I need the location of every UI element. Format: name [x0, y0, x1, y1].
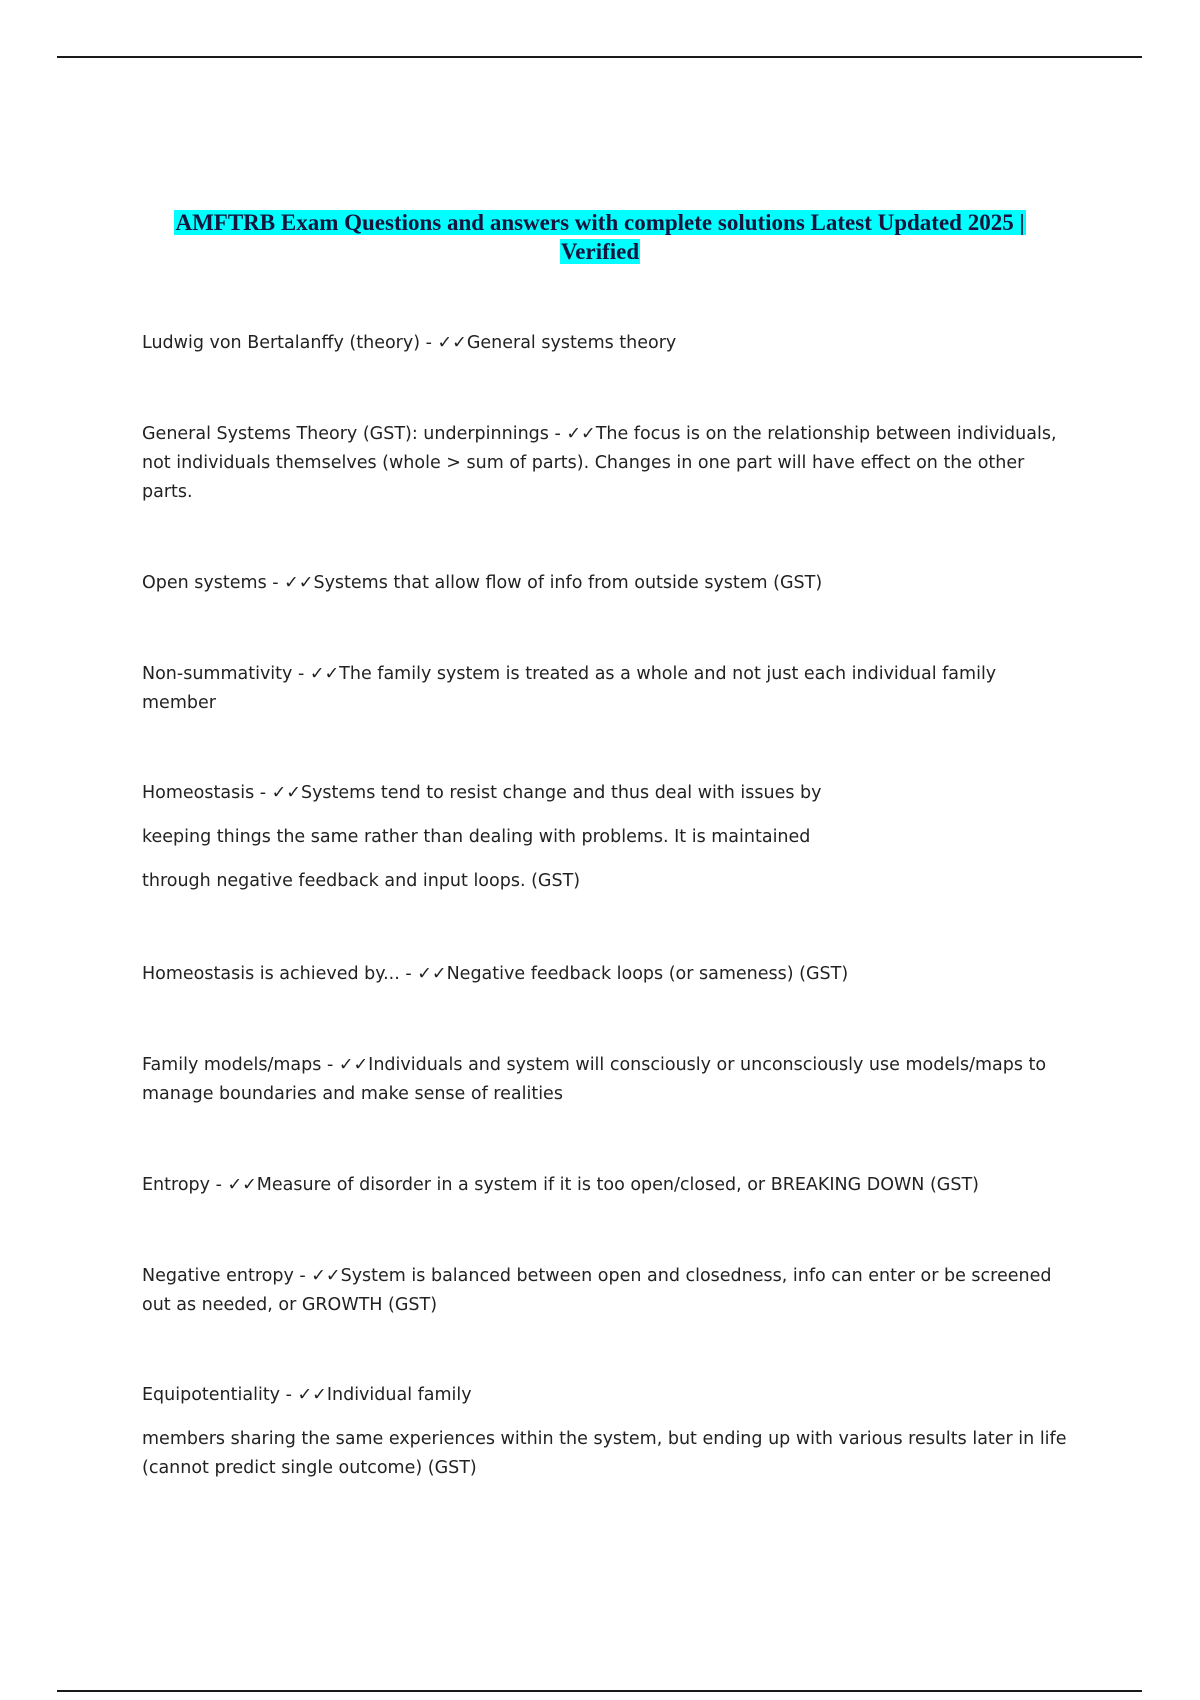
double-check-icon: ✓✓ [227, 1175, 257, 1195]
entry-separator: - [420, 333, 438, 353]
entry-continuation: through negative feedback and input loops. (GST) [142, 871, 581, 891]
entry-answer: System is balanced between open and closedness, info can enter or be screened out as needed, or GROWTH (GST) [142, 1266, 1052, 1315]
bottom-rule [57, 1690, 1142, 1692]
entry-answer: Measure of disorder in a system if it is too open/closed, or BREAKING DOWN (GST) [256, 1175, 979, 1195]
entry-answer: Individual family [326, 1385, 472, 1405]
title-line-1: AMFTRB Exam Questions and answers with complete solutions Latest Updated 2025 | [175, 210, 1025, 235]
entry-separator: - [548, 424, 567, 444]
entry-continuation: members sharing the same experiences within the system, but ending up with various results later in life (cannot predict single outcome) (GST) [142, 1429, 1067, 1478]
qa-entry [142, 1051, 1072, 1109]
title-line-2: Verified [560, 239, 640, 264]
entry-separator: - [254, 783, 272, 803]
entry-separator: - [321, 1055, 339, 1075]
entry-term: Negative entropy [142, 1266, 294, 1286]
qa-entry [142, 1381, 1072, 1483]
double-check-icon: ✓✓ [338, 1055, 369, 1075]
double-check-icon: ✓✓ [297, 1385, 327, 1405]
entry-separator: - [280, 1385, 298, 1405]
entry-term: Homeostasis [142, 783, 255, 803]
entry-separator: - [292, 664, 310, 684]
entry-answer: General systems theory [466, 333, 677, 353]
entry-answer: Systems tend to resist change and thus deal with issues by [300, 783, 822, 803]
entry-term: Ludwig von Bertalanffy (theory) [142, 333, 421, 353]
entry-term: Non-summativity [142, 664, 293, 684]
entry-term: General Systems Theory (GST): underpinnings [142, 424, 549, 444]
qa-entry [142, 1262, 1072, 1320]
entry-answer: The family system is treated as a whole and not just each individual family member [142, 664, 997, 713]
qa-entry [142, 420, 1072, 507]
qa-entry [142, 779, 1072, 896]
double-check-icon: ✓✓ [311, 1266, 341, 1286]
qa-entry [142, 329, 1072, 358]
entry-separator: - [399, 964, 418, 984]
entry-term: Open systems [142, 573, 267, 593]
entry-answer: The focus is on the relationship between individuals, not individuals themselves (whole > sum of parts). Changes in one part will have effect on the other parts. [142, 424, 1057, 502]
entry-term: Homeostasis is achieved by... [142, 964, 400, 984]
entry-answer: Individuals and system will consciously or unconsciously use models/maps to manage boundaries and make sense of realities [142, 1055, 1047, 1104]
entry-separator: - [266, 573, 285, 593]
entry-continuation: keeping things the same rather than dealing with problems. It is maintained [142, 827, 811, 847]
qa-entry [142, 960, 1072, 989]
entry-term: Equipotentiality [142, 1385, 281, 1405]
qa-entry [142, 660, 1072, 718]
qa-entry [142, 569, 1072, 598]
double-check-icon: ✓✓ [284, 573, 314, 593]
top-rule [57, 56, 1142, 58]
entry-answer: Negative feedback loops (or sameness) (GST) [446, 964, 849, 984]
entry-separator: - [210, 1175, 228, 1195]
double-check-icon: ✓✓ [309, 664, 340, 684]
entry-term: Family models/maps [142, 1055, 322, 1075]
entry-separator: - [293, 1266, 312, 1286]
entry-answer: Systems that allow flow of info from outside system (GST) [313, 573, 823, 593]
document-title [120, 208, 1080, 266]
double-check-icon: ✓✓ [566, 424, 596, 444]
entry-term: Entropy [142, 1175, 210, 1195]
qa-entry [142, 1171, 1072, 1200]
double-check-icon: ✓✓ [417, 964, 447, 984]
double-check-icon: ✓✓ [271, 783, 301, 803]
double-check-icon: ✓✓ [437, 333, 467, 353]
